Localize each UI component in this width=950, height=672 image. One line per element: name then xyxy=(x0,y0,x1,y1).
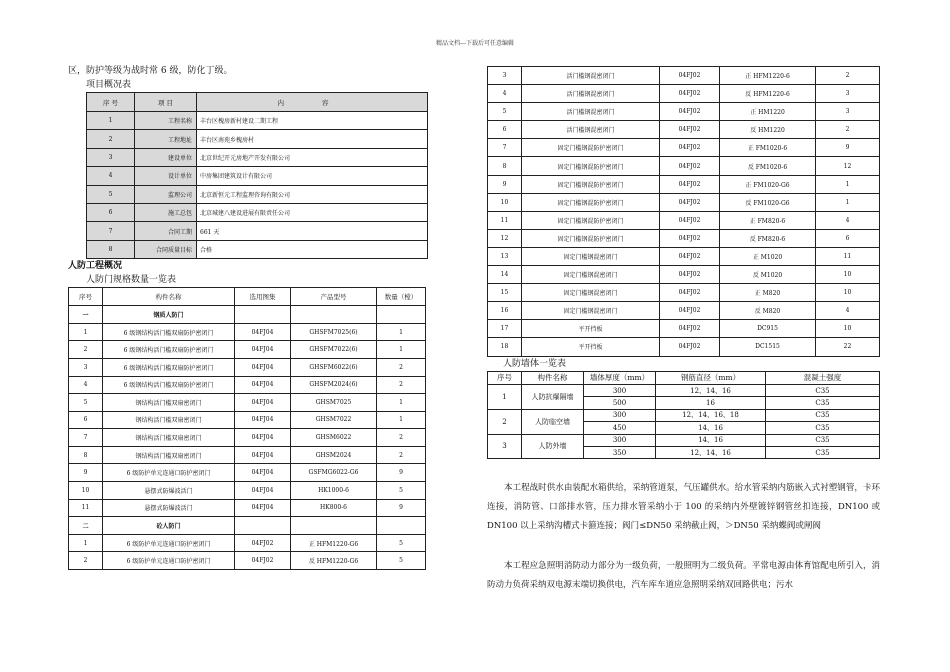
cell-thickness: 350 xyxy=(584,446,656,458)
cell-name: 活门槛钢混密闭门 xyxy=(522,67,660,85)
cell-number: 1 xyxy=(69,534,103,552)
cell-concrete: C35 xyxy=(766,385,880,397)
cell-model xyxy=(291,517,377,535)
col-header-rebar: 钢筋直径（mm） xyxy=(656,371,766,385)
cell-item: 施工总包 xyxy=(135,203,197,221)
cell-quantity: 2 xyxy=(377,376,426,394)
cell-name: 人防临空墙 xyxy=(522,409,584,434)
cell-rebar: 16 xyxy=(656,397,766,409)
cell-name: 钢结构活门槛双扇密闭门 xyxy=(103,394,235,412)
cell-content: 北京世纪开元房地产开发有限公司 xyxy=(197,148,428,166)
cell-content: 北京城建八建设进展有限责任公司 xyxy=(197,203,428,221)
table-row xyxy=(69,552,426,570)
cell-quantity: 12 xyxy=(816,157,880,175)
cell-quantity: 10 xyxy=(816,266,880,284)
cell-item: 建设单位 xyxy=(135,148,197,166)
col-header-name: 构件名称 xyxy=(522,371,584,385)
cell-atlas: 04FJ02 xyxy=(660,211,720,229)
cell-quantity xyxy=(377,517,426,535)
table-row xyxy=(488,409,880,421)
cell-number: 1 xyxy=(69,323,103,341)
table-row xyxy=(69,482,426,500)
cell-quantity: 9 xyxy=(377,499,426,517)
cell-model: GHSM7025 xyxy=(291,394,377,412)
civil-defense-walls-table xyxy=(487,371,880,460)
cell-atlas: 04FJ02 xyxy=(660,121,720,139)
cell-atlas: 04FJ02 xyxy=(660,175,720,193)
table-row xyxy=(488,157,880,175)
cell-atlas: 04FJ02 xyxy=(660,320,720,338)
cell-quantity: 2 xyxy=(377,358,426,376)
cell-number: 7 xyxy=(488,139,522,157)
table-row xyxy=(488,211,880,229)
page-header: 精品文档---下载后可任意编辑 xyxy=(435,40,515,47)
cell-quantity: 5 xyxy=(377,552,426,570)
cell-number: 1 xyxy=(488,385,522,410)
cell-atlas: 04FJ02 xyxy=(660,103,720,121)
cell-model: DC1515 xyxy=(720,338,816,356)
cell-name: 固定门槛钢混密闭门 xyxy=(522,266,660,284)
cell-thickness: 500 xyxy=(584,397,656,409)
cell-atlas: 04FJ02 xyxy=(660,67,720,85)
table-row xyxy=(69,429,426,447)
cell-rebar: 14、16 xyxy=(656,434,766,446)
section-title: 人防工程概况 xyxy=(68,261,123,272)
cell-number: 17 xyxy=(488,320,522,338)
table-row xyxy=(87,167,428,185)
cell-model: GHSFM6022(6) xyxy=(291,358,377,376)
col-header-number: 序 号 xyxy=(87,93,135,112)
cell-name: 6 级钢结构活门槛双扇防护密闭门 xyxy=(103,341,235,359)
table-header-row xyxy=(87,93,428,112)
cell-number: 一 xyxy=(69,306,103,324)
cell-number: 7 xyxy=(87,222,135,240)
cell-model: 正 M1020 xyxy=(720,247,816,265)
cell-quantity: 1 xyxy=(816,175,880,193)
cell-quantity: 3 xyxy=(816,103,880,121)
cell-number: 2 xyxy=(488,409,522,434)
cell-concrete: C35 xyxy=(766,397,880,409)
cell-thickness: 300 xyxy=(584,409,656,421)
cell-number: 11 xyxy=(488,211,522,229)
table-row xyxy=(488,302,880,320)
cell-atlas: 04FJ02 xyxy=(660,229,720,247)
left-column xyxy=(68,64,428,570)
table-header-row xyxy=(488,371,880,385)
cell-atlas: 04FJ04 xyxy=(235,429,291,447)
col-header-name: 构件名称 xyxy=(103,288,235,306)
cell-number: 9 xyxy=(488,175,522,193)
cell-quantity: 5 xyxy=(377,534,426,552)
cell-atlas: 04FJ04 xyxy=(235,482,291,500)
cell-content: 合格 xyxy=(197,240,428,258)
walls-caption: 人防墙体一览表 xyxy=(503,358,567,369)
cell-model: GSFMG6022-G6 xyxy=(291,464,377,482)
cell-number: 6 xyxy=(69,411,103,429)
civil-defense-doors-table-continued xyxy=(487,66,880,357)
cell-quantity: 5 xyxy=(377,482,426,500)
table-row xyxy=(488,266,880,284)
cell-quantity xyxy=(377,306,426,324)
cell-number: 5 xyxy=(69,394,103,412)
cell-model: 反 FM1020-G6 xyxy=(720,193,816,211)
cell-name: 6 级钢结构活门槛双扇防护密闭门 xyxy=(103,358,235,376)
cell-number: 16 xyxy=(488,302,522,320)
cell-name: 6 级防护单元连通口防护密闭门 xyxy=(103,552,235,570)
cell-content: 北京新恒元工程监理咨询有限公司 xyxy=(197,185,428,203)
cell-number: 6 xyxy=(488,121,522,139)
cell-atlas: 04FJ02 xyxy=(660,284,720,302)
cell-thickness: 300 xyxy=(584,385,656,397)
cell-quantity: 9 xyxy=(816,139,880,157)
cell-model xyxy=(291,306,377,324)
table-row xyxy=(69,376,426,394)
col-header-concrete: 混凝土强度 xyxy=(766,371,880,385)
cell-atlas: 04FJ02 xyxy=(660,157,720,175)
cell-item: 设计单位 xyxy=(135,167,197,185)
cell-atlas: 04FJ02 xyxy=(660,85,720,103)
cell-quantity: 6 xyxy=(816,229,880,247)
project-overview-table xyxy=(86,92,428,259)
cell-item: 监理公司 xyxy=(135,185,197,203)
cell-name: 固定门槛钢混密闭门 xyxy=(522,302,660,320)
table-row xyxy=(69,358,426,376)
table-row xyxy=(488,229,880,247)
cell-number: 11 xyxy=(69,499,103,517)
cell-number: 8 xyxy=(488,157,522,175)
cell-name: 固定门槛钢混防护密闭门 xyxy=(522,139,660,157)
cell-atlas: 04FJ02 xyxy=(660,302,720,320)
cell-number: 3 xyxy=(488,434,522,459)
section-row xyxy=(69,517,426,535)
table-row xyxy=(87,222,428,240)
table-row xyxy=(488,175,880,193)
doors-caption: 人防门规格数量一览表 xyxy=(86,275,177,286)
table-row xyxy=(69,446,426,464)
cell-atlas xyxy=(235,306,291,324)
cell-model: GHSM2024 xyxy=(291,446,377,464)
table-row xyxy=(69,464,426,482)
table-row xyxy=(87,185,428,203)
cell-name: 砼人防门 xyxy=(103,517,235,535)
section-row xyxy=(69,306,426,324)
cell-number: 2 xyxy=(87,130,135,148)
cell-thickness: 450 xyxy=(584,422,656,434)
cell-number: 二 xyxy=(69,517,103,535)
cell-name: 活门槛钢混密闭门 xyxy=(522,85,660,103)
table-row xyxy=(87,130,428,148)
water-supply-paragraph: 本工程战时供水由装配水箱供给，采纳管道泵，气压罐供水。给水管采纳内筋嵌入式衬塑钢管，卡环连接，消防管、口部排水管，压力排水管采纳小于 100 的采纳内外壁镀锌钢管丝扣连接，DN100 或 DN100 以上采纳沟槽式卡箍连接；阀门≤DN50 采纳截止阀，＞DN50 采纳蝶阀或闸阀 xyxy=(487,483,880,532)
cell-name: 活门槛钢混密闭门 xyxy=(522,103,660,121)
cell-model: GHSFM7022(6) xyxy=(291,341,377,359)
table-row xyxy=(488,121,880,139)
table-row xyxy=(488,434,880,446)
cell-quantity: 10 xyxy=(816,284,880,302)
cell-model: 正 HFM1220-6 xyxy=(720,67,816,85)
table-row xyxy=(488,338,880,356)
cell-name: 固定门槛钢混防护密闭门 xyxy=(522,193,660,211)
cell-rebar: 12、14、16、18 xyxy=(656,409,766,421)
col-header-model: 产品型号 xyxy=(291,288,377,306)
cell-content: 中房集团建筑设计有限公司 xyxy=(197,167,428,185)
table-row xyxy=(69,499,426,517)
cell-concrete: C35 xyxy=(766,409,880,421)
table-row xyxy=(87,112,428,130)
cell-name: 平开挡板 xyxy=(522,338,660,356)
electrical-paragraph: 本工程应急照明消防动力部分为一级负荷，一般照明为二级负荷。平常电源由体育馆配电所引入，消防动力负荷采纳双电源末端切换供电，汽车库车道应急照明采纳双回路供电；污水 xyxy=(487,561,880,591)
right-column xyxy=(487,66,880,595)
cell-name: 固定门槛钢混防护密闭门 xyxy=(522,175,660,193)
cell-quantity: 1 xyxy=(816,193,880,211)
table-row xyxy=(69,323,426,341)
table-row xyxy=(488,247,880,265)
cell-number: 3 xyxy=(69,358,103,376)
cell-number: 5 xyxy=(87,185,135,203)
table-row xyxy=(488,284,880,302)
table-row xyxy=(69,534,426,552)
table-row xyxy=(69,341,426,359)
cell-atlas: 04FJ04 xyxy=(235,376,291,394)
cell-quantity: 11 xyxy=(816,247,880,265)
table-row xyxy=(488,67,880,85)
cell-quantity: 2 xyxy=(816,67,880,85)
table-row xyxy=(488,320,880,338)
cell-name: 活门槛钢混密闭门 xyxy=(522,121,660,139)
cell-rebar: 12、14、16 xyxy=(656,385,766,397)
cell-name: 固定门槛钢混密闭门 xyxy=(522,247,660,265)
cell-model: 正 FM820-6 xyxy=(720,211,816,229)
cell-name: 人防抗爆隔墙 xyxy=(522,385,584,410)
cell-atlas: 04FJ04 xyxy=(235,464,291,482)
cell-name: 固定门槛钢混密闭门 xyxy=(522,284,660,302)
cell-model: 反 HM1220 xyxy=(720,121,816,139)
cell-quantity: 1 xyxy=(377,411,426,429)
col-header-content: 内 容 xyxy=(197,93,428,112)
civil-defense-doors-table xyxy=(68,287,426,570)
table-row xyxy=(87,203,428,221)
cell-quantity: 1 xyxy=(377,394,426,412)
cell-item: 合同工期 xyxy=(135,222,197,240)
cell-quantity: 9 xyxy=(377,464,426,482)
cell-number: 2 xyxy=(69,552,103,570)
cell-number: 7 xyxy=(69,429,103,447)
cell-model: 正 HM1220 xyxy=(720,103,816,121)
table-row xyxy=(488,85,880,103)
cell-concrete: C35 xyxy=(766,434,880,446)
cell-number: 1 xyxy=(87,112,135,130)
table-header-row xyxy=(69,288,426,306)
cell-item: 工程名称 xyxy=(135,112,197,130)
cell-rebar: 14、16 xyxy=(656,422,766,434)
cell-model: 反 HFM1220-6 xyxy=(720,85,816,103)
cell-item: 工程地址 xyxy=(135,130,197,148)
col-header-number: 序号 xyxy=(69,288,103,306)
cell-number: 6 xyxy=(87,203,135,221)
cell-concrete: C35 xyxy=(766,422,880,434)
cell-quantity: 1 xyxy=(377,341,426,359)
cell-model: 正 FM1020-6 xyxy=(720,139,816,157)
cell-name: 6 级钢结构活门槛双扇防护密闭门 xyxy=(103,376,235,394)
col-header-atlas: 选用图集 xyxy=(235,288,291,306)
cell-name: 钢结构活门槛双扇密闭门 xyxy=(103,429,235,447)
cell-number: 4 xyxy=(488,85,522,103)
cell-model: GHSM6022 xyxy=(291,429,377,447)
col-header-item: 项 目 xyxy=(135,93,197,112)
cell-model: 正 M820 xyxy=(720,284,816,302)
cell-number: 10 xyxy=(488,193,522,211)
cell-number: 2 xyxy=(69,341,103,359)
cell-rebar: 12、14、16 xyxy=(656,446,766,458)
cell-content: 丰台区槐房新村建设二期工程 xyxy=(197,112,428,130)
cell-number: 14 xyxy=(488,266,522,284)
cell-number: 13 xyxy=(488,247,522,265)
cell-atlas: 04FJ02 xyxy=(660,139,720,157)
cell-quantity: 2 xyxy=(816,121,880,139)
cell-number: 3 xyxy=(488,67,522,85)
cell-number: 4 xyxy=(87,167,135,185)
cell-content: 661 天 xyxy=(197,222,428,240)
cell-atlas: 04FJ04 xyxy=(235,499,291,517)
cell-atlas: 04FJ02 xyxy=(235,534,291,552)
col-header-number: 序号 xyxy=(488,371,522,385)
cell-atlas: 04FJ02 xyxy=(660,247,720,265)
cell-atlas: 04FJ04 xyxy=(235,358,291,376)
cell-model: HK800-6 xyxy=(291,499,377,517)
table-row xyxy=(488,139,880,157)
cell-quantity: 2 xyxy=(377,429,426,447)
cell-atlas: 04FJ04 xyxy=(235,411,291,429)
cell-name: 6 级防护单元连通口防护密闭门 xyxy=(103,534,235,552)
cell-name: 固定门槛钢混防护密闭门 xyxy=(522,229,660,247)
cell-name: 人防外墙 xyxy=(522,434,584,459)
cell-name: 固定门槛钢混防护密闭门 xyxy=(522,211,660,229)
cell-atlas: 04FJ04 xyxy=(235,341,291,359)
cell-number: 10 xyxy=(69,482,103,500)
cell-number: 12 xyxy=(488,229,522,247)
cell-number: 18 xyxy=(488,338,522,356)
cell-atlas: 04FJ02 xyxy=(235,552,291,570)
cell-name: 钢质人防门 xyxy=(103,306,235,324)
intro-text: 区，防护等级为战时常 6 级，防化丁级。 xyxy=(68,66,233,76)
cell-number: 8 xyxy=(69,446,103,464)
cell-thickness: 300 xyxy=(584,434,656,446)
cell-atlas: 04FJ04 xyxy=(235,394,291,412)
cell-model: 反 M1020 xyxy=(720,266,816,284)
cell-model: 正 FM1020-G6 xyxy=(720,175,816,193)
cell-atlas: 04FJ02 xyxy=(660,338,720,356)
col-header-quantity: 数量（樘） xyxy=(377,288,426,306)
cell-number: 5 xyxy=(488,103,522,121)
cell-number: 3 xyxy=(87,148,135,166)
cell-atlas: 04FJ04 xyxy=(235,323,291,341)
cell-model: 反 M820 xyxy=(720,302,816,320)
cell-number: 9 xyxy=(69,464,103,482)
cell-name: 固定门槛钢混防护密闭门 xyxy=(522,157,660,175)
cell-concrete: C35 xyxy=(766,446,880,458)
table-row xyxy=(488,193,880,211)
cell-model: DC915 xyxy=(720,320,816,338)
cell-atlas: 04FJ02 xyxy=(660,193,720,211)
cell-model: 反 FM820-6 xyxy=(720,229,816,247)
cell-model: HK1000-6 xyxy=(291,482,377,500)
cell-quantity: 22 xyxy=(816,338,880,356)
cell-quantity: 2 xyxy=(377,446,426,464)
cell-name: 悬摆式防爆波活门 xyxy=(103,482,235,500)
cell-model: GHSFM7025(6) xyxy=(291,323,377,341)
cell-quantity: 4 xyxy=(816,302,880,320)
cell-content: 丰台区南苑乡槐房村 xyxy=(197,130,428,148)
cell-atlas: 04FJ04 xyxy=(235,446,291,464)
cell-quantity: 4 xyxy=(816,211,880,229)
cell-name: 6 级钢结构活门槛双扇防护密闭门 xyxy=(103,323,235,341)
cell-atlas xyxy=(235,517,291,535)
table-row xyxy=(87,240,428,258)
cell-model: 反 FM1020-6 xyxy=(720,157,816,175)
table-row xyxy=(69,411,426,429)
cell-item: 合同质量目标 xyxy=(135,240,197,258)
cell-name: 钢结构活门槛双扇密闭门 xyxy=(103,446,235,464)
cell-name: 悬摆式防爆波活门 xyxy=(103,499,235,517)
cell-name: 平开挡板 xyxy=(522,320,660,338)
cell-name: 钢结构活门槛双扇密闭门 xyxy=(103,411,235,429)
cell-atlas: 04FJ02 xyxy=(660,266,720,284)
cell-model: GHSM7022 xyxy=(291,411,377,429)
cell-number: 4 xyxy=(69,376,103,394)
cell-number: 15 xyxy=(488,284,522,302)
table-row xyxy=(488,103,880,121)
table-row xyxy=(488,385,880,397)
cell-name: 6 级防护单元连通口防护密闭门 xyxy=(103,464,235,482)
table-row xyxy=(69,394,426,412)
cell-model: GHSFM2024(6) xyxy=(291,376,377,394)
cell-model: 正 HFM1220-G6 xyxy=(291,534,377,552)
cell-number: 8 xyxy=(87,240,135,258)
cell-quantity: 3 xyxy=(816,85,880,103)
overview-caption: 项目概况表 xyxy=(86,80,132,90)
cell-quantity: 1 xyxy=(377,323,426,341)
cell-quantity: 10 xyxy=(816,320,880,338)
cell-model: 反 HFM1220-G6 xyxy=(291,552,377,570)
col-header-thickness: 墙体厚度（mm） xyxy=(584,371,656,385)
table-row xyxy=(87,148,428,166)
